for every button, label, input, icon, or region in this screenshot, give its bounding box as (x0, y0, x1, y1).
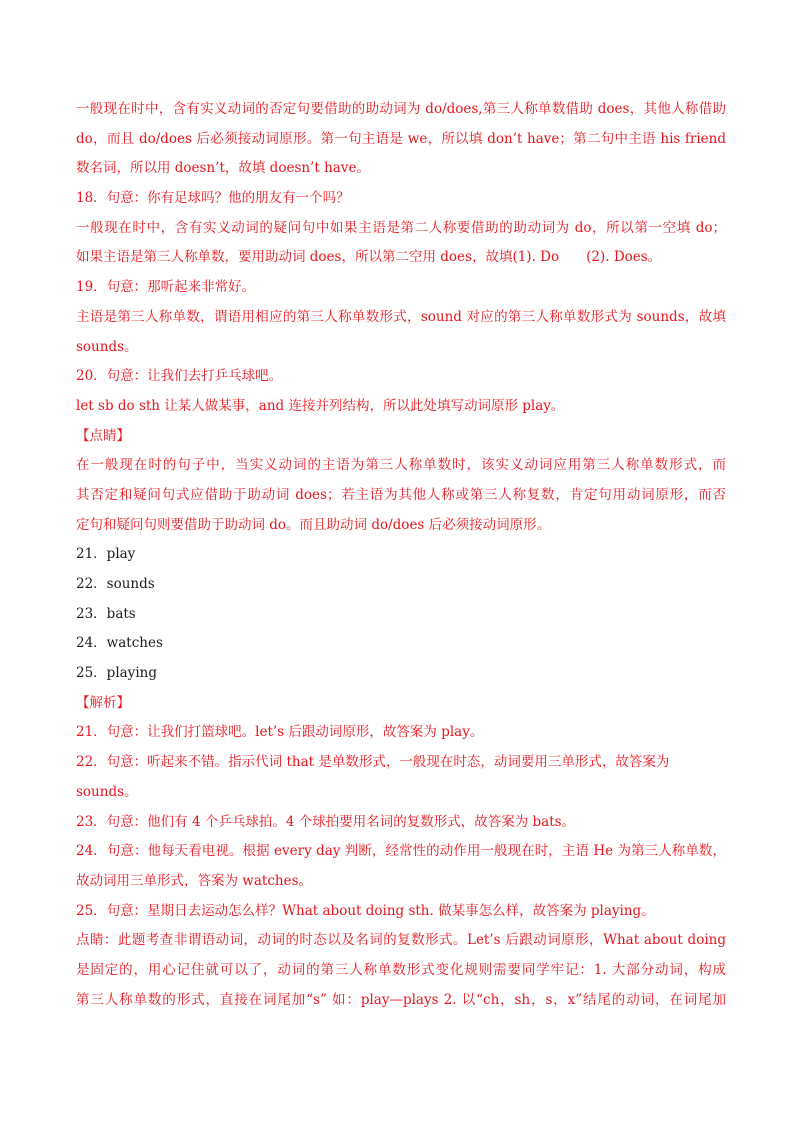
text-line: 主语是第三人称单数，谓语用相应的第三人称单数形式，sound 对应的第三人称单数形式为 sounds，故填 (76, 308, 726, 325)
text-line: 【解析】 (76, 694, 130, 711)
text-line: 18．句意：你有足球吗？他的朋友有一个吗？ (76, 190, 350, 207)
answer-line: 25．playing (76, 665, 157, 682)
text-line: 数名词，所以用 doesn’t，故填 doesn’t have。 (76, 160, 370, 177)
text-line: 24．句意：他每天看电视。根据 every day 判断，经常性的动作用一般现在时，主语 He 为第三人称单数， (76, 843, 726, 860)
text-line: 一般现在时中，含有实义动词的否定句要借助的助动词为 do/does,第三人称单数借助 does，其他人称借助 (76, 101, 726, 117)
text-line: 定句和疑问句则要借助于助动词 do。而且助动词 do/does 后必须接动词原形。 (76, 516, 551, 533)
text-line: 23．句意：他们有 4 个乒乓球拍。4 个球拍要用名词的复数形式，故答案为 bats。 (76, 813, 576, 830)
text-line: 点睛：此题考查非谓语动词，动词的时态以及名词的复数形式。Let’s 后跟动词原形，What about doing (76, 932, 726, 949)
document-body (76, 95, 726, 1015)
text-line: 故动词用三单形式，答案为 watches。 (76, 872, 312, 889)
text-line: sounds。 (76, 783, 138, 800)
text-line: 第三人称单数的形式，直接在词尾加“s” 如：play—plays 2. 以“ch，sh，s，x”结尾的动词，在词尾加 (76, 991, 726, 1008)
text-line: 20．句意：让我们去打乒乓球吧。 (76, 368, 283, 385)
text-line: sounds。 (76, 338, 138, 355)
text-line: 如果主语是第三人称单数，要用助动词 does，所以第二空用 does，故填(1). Do (2). Does。 (76, 249, 662, 266)
answer-line: 24．watches (76, 635, 163, 652)
text-line: 19．句意：那听起来非常好。 (76, 279, 256, 296)
text-line: 【点睛】 (76, 427, 130, 444)
text-line: let sb do sth 让某人做某事，and 连接并列结构，所以此处填写动词原形 play。 (76, 397, 565, 414)
text-line: 一般现在时中，含有实义动词的疑问句中如果主语是第二人称要借助的助动词为 do，所以第一空填 do； (76, 219, 726, 236)
text-line: 22．句意：听起来不错。指示代词 that 是单数形式，一般现在时态，动词要用三单形式，故答案为 (76, 754, 670, 771)
text-line: 是固定的，用心记住就可以了，动词的第三人称单数形式变化规则需要同学牢记：1. 大部分动词，构成 (76, 961, 726, 978)
text-line: 21．句意：让我们打篮球吧。let’s 后跟动词原形，故答案为 play。 (76, 724, 484, 741)
answer-line: 22．sounds (76, 576, 155, 592)
text-line: 在一般现在时的句子中，当实义动词的主语为第三人称单数时，该实义动词应用第三人称单数形式，而 (76, 457, 726, 474)
text-line: do，而且 do/does 后必须接动词原形。第一句主语是 we，所以填 don’t have；第二句中主语 his friend (76, 130, 726, 147)
text-line: 25．句意：星期日去运动怎么样？What about doing sth. 做某事怎么样，故答案为 playing。 (76, 902, 655, 919)
text-line: 其否定和疑问句式应借助于助动词 does；若主语为其他人称或第三人称复数，肯定句用动词原形，而否 (76, 486, 726, 503)
answer-line: 23．bats (76, 605, 136, 622)
answer-line: 21．play (76, 546, 136, 563)
